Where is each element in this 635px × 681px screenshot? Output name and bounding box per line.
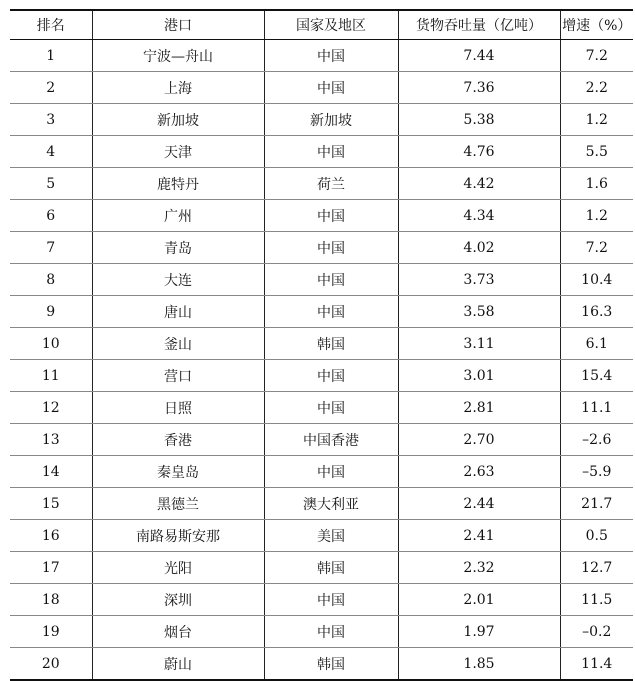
table-row (10, 456, 633, 488)
cell-country: 中国 (264, 360, 398, 392)
cell-throughput: 3.58 (398, 296, 560, 328)
table-row (10, 584, 633, 616)
header-port: 港口 (92, 10, 264, 40)
table-row (10, 264, 633, 296)
table-row (10, 616, 633, 648)
cell-rank: 3 (10, 104, 92, 136)
cell-rank: 1 (10, 40, 92, 72)
cell-rank: 10 (10, 328, 92, 360)
cell-port: 黑德兰 (92, 488, 264, 520)
cell-port: 南路易斯安那 (92, 520, 264, 552)
cell-throughput: 1.97 (398, 616, 560, 648)
cell-port: 深圳 (92, 584, 264, 616)
table-row (10, 168, 633, 200)
table-row (10, 424, 633, 456)
cell-throughput: 7.36 (398, 72, 560, 104)
table-row (10, 200, 633, 232)
cell-rank: 18 (10, 584, 92, 616)
cell-country: 荷兰 (264, 168, 398, 200)
cell-throughput: 1.85 (398, 648, 560, 681)
cell-port: 上海 (92, 72, 264, 104)
table-row (10, 72, 633, 104)
cell-growth: 2.2 (560, 72, 633, 104)
cell-rank: 20 (10, 648, 92, 681)
cell-port: 唐山 (92, 296, 264, 328)
cell-rank: 16 (10, 520, 92, 552)
table-row (10, 392, 633, 424)
cell-growth: 11.5 (560, 584, 633, 616)
header-country: 国家及地区 (264, 10, 398, 40)
cell-country: 中国 (264, 456, 398, 488)
cell-rank: 5 (10, 168, 92, 200)
cell-throughput: 5.38 (398, 104, 560, 136)
cell-port: 广州 (92, 200, 264, 232)
cell-port: 鹿特丹 (92, 168, 264, 200)
cell-growth: 5.5 (560, 136, 633, 168)
cell-rank: 6 (10, 200, 92, 232)
cell-country: 澳大利亚 (264, 488, 398, 520)
cell-rank: 4 (10, 136, 92, 168)
cell-rank: 13 (10, 424, 92, 456)
cell-growth: 21.7 (560, 488, 633, 520)
cell-growth: 12.7 (560, 552, 633, 584)
table-row (10, 296, 633, 328)
cell-country: 中国 (264, 584, 398, 616)
cell-port: 蔚山 (92, 648, 264, 681)
cell-throughput: 4.34 (398, 200, 560, 232)
table-row (10, 520, 633, 552)
cell-country: 韩国 (264, 552, 398, 584)
cell-port: 大连 (92, 264, 264, 296)
cell-growth: 7.2 (560, 232, 633, 264)
table-row (10, 232, 633, 264)
cell-country: 中国 (264, 232, 398, 264)
cell-throughput: 3.11 (398, 328, 560, 360)
table-row (10, 552, 633, 584)
cell-port: 营口 (92, 360, 264, 392)
cell-growth: 1.2 (560, 200, 633, 232)
cell-throughput: 2.41 (398, 520, 560, 552)
port-ranking-table-container (10, 9, 633, 681)
table-row (10, 104, 633, 136)
header-rank: 排名 (10, 10, 92, 40)
cell-port: 宁波—舟山 (92, 40, 264, 72)
cell-throughput: 4.02 (398, 232, 560, 264)
cell-country: 韩国 (264, 328, 398, 360)
cell-rank: 8 (10, 264, 92, 296)
cell-throughput: 3.73 (398, 264, 560, 296)
header-growth: 增速（%） (560, 10, 633, 40)
cell-growth: 11.1 (560, 392, 633, 424)
cell-country: 中国 (264, 40, 398, 72)
cell-throughput: 2.63 (398, 456, 560, 488)
cell-rank: 14 (10, 456, 92, 488)
table-row (10, 488, 633, 520)
cell-country: 中国 (264, 200, 398, 232)
cell-growth: 0.5 (560, 520, 633, 552)
cell-country: 新加坡 (264, 104, 398, 136)
table-body (10, 40, 633, 681)
table-row (10, 360, 633, 392)
cell-country: 中国 (264, 296, 398, 328)
cell-growth: 1.6 (560, 168, 633, 200)
cell-growth: 6.1 (560, 328, 633, 360)
port-ranking-table (10, 9, 633, 681)
cell-growth: –5.9 (560, 456, 633, 488)
cell-growth: 10.4 (560, 264, 633, 296)
cell-growth: –2.6 (560, 424, 633, 456)
cell-rank: 17 (10, 552, 92, 584)
cell-rank: 15 (10, 488, 92, 520)
cell-growth: 16.3 (560, 296, 633, 328)
cell-growth: 15.4 (560, 360, 633, 392)
cell-throughput: 2.32 (398, 552, 560, 584)
cell-country: 中国 (264, 264, 398, 296)
cell-rank: 9 (10, 296, 92, 328)
cell-throughput: 2.70 (398, 424, 560, 456)
cell-rank: 11 (10, 360, 92, 392)
cell-port: 天津 (92, 136, 264, 168)
cell-port: 香港 (92, 424, 264, 456)
cell-throughput: 2.01 (398, 584, 560, 616)
table-row (10, 136, 633, 168)
cell-growth: 7.2 (560, 40, 633, 72)
header-row (10, 10, 633, 40)
cell-port: 烟台 (92, 616, 264, 648)
cell-throughput: 2.81 (398, 392, 560, 424)
cell-rank: 2 (10, 72, 92, 104)
cell-port: 青岛 (92, 232, 264, 264)
cell-throughput: 4.42 (398, 168, 560, 200)
cell-country: 美国 (264, 520, 398, 552)
table-header (10, 10, 633, 40)
cell-country: 中国 (264, 136, 398, 168)
table-row (10, 40, 633, 72)
cell-country: 中国香港 (264, 424, 398, 456)
cell-country: 中国 (264, 392, 398, 424)
table-row (10, 328, 633, 360)
cell-throughput: 4.76 (398, 136, 560, 168)
cell-port: 新加坡 (92, 104, 264, 136)
cell-country: 中国 (264, 616, 398, 648)
cell-port: 釜山 (92, 328, 264, 360)
cell-rank: 12 (10, 392, 92, 424)
cell-growth: 11.4 (560, 648, 633, 681)
cell-throughput: 7.44 (398, 40, 560, 72)
cell-growth: –0.2 (560, 616, 633, 648)
cell-rank: 7 (10, 232, 92, 264)
cell-growth: 1.2 (560, 104, 633, 136)
header-throughput: 货物吞吐量（亿吨） (398, 10, 560, 40)
cell-port: 光阳 (92, 552, 264, 584)
cell-port: 日照 (92, 392, 264, 424)
cell-port: 秦皇岛 (92, 456, 264, 488)
cell-country: 韩国 (264, 648, 398, 681)
cell-throughput: 3.01 (398, 360, 560, 392)
table-row (10, 648, 633, 681)
cell-throughput: 2.44 (398, 488, 560, 520)
cell-country: 中国 (264, 72, 398, 104)
cell-rank: 19 (10, 616, 92, 648)
